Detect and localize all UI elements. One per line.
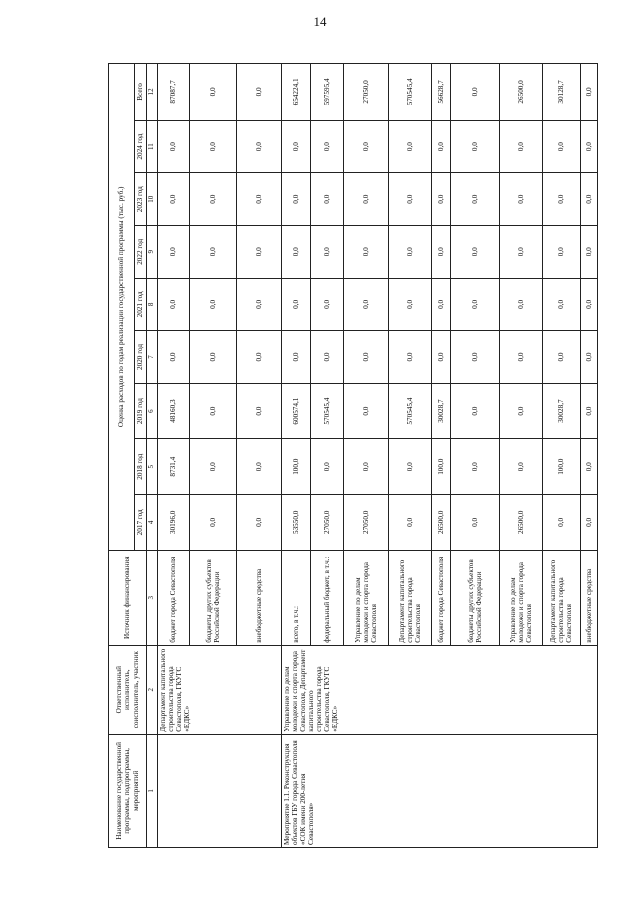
year-value: 100,0	[281, 439, 311, 495]
year-value: 0,0	[344, 278, 389, 331]
year-value: 0,0	[450, 225, 499, 278]
total-value: 30128,7	[542, 64, 580, 121]
year-value: 0,0	[236, 173, 281, 226]
year-value: 0,0	[189, 383, 236, 439]
column-number: 7	[147, 331, 158, 384]
year-value: 0,0	[281, 173, 311, 226]
funding-source: Управление по делам молодежи и спорта города Севастополя	[344, 550, 389, 645]
year-value: 0,0	[499, 331, 542, 384]
year-value: 0,0	[281, 278, 311, 331]
year-value: 0,0	[158, 120, 190, 173]
year-value: 0,0	[158, 331, 190, 384]
header-source: Источник финансирования	[109, 550, 147, 645]
year-value: 0,0	[580, 495, 597, 551]
year-value: 0,0	[499, 225, 542, 278]
year-value: 0,0	[450, 173, 499, 226]
executor-cell-blank	[344, 645, 598, 734]
header-year: 2021 год	[135, 278, 147, 331]
column-number: 10	[147, 173, 158, 226]
year-value: 0,0	[189, 439, 236, 495]
header-name: Наименование государственной программы, подпрограммы, мероприятий	[109, 734, 147, 847]
year-value: 0,0	[542, 120, 580, 173]
year-value: 0,0	[450, 120, 499, 173]
year-value: 0,0	[542, 225, 580, 278]
year-value: 0,0	[344, 439, 389, 495]
year-value: 26500,0	[499, 495, 542, 551]
column-number: 2	[147, 645, 158, 734]
year-value: 0,0	[311, 331, 344, 384]
year-value: 0,0	[236, 495, 281, 551]
year-value: 27050,0	[311, 495, 344, 551]
header-year: 2024 год	[135, 120, 147, 173]
year-value: 0,0	[189, 225, 236, 278]
year-value: 0,0	[189, 173, 236, 226]
year-value: 0,0	[189, 495, 236, 551]
year-value: 0,0	[499, 439, 542, 495]
table-row	[158, 64, 190, 848]
year-value: 27050,0	[344, 495, 389, 551]
year-value: 0,0	[450, 439, 499, 495]
year-value: 0,0	[389, 495, 432, 551]
column-number: 12	[147, 64, 158, 121]
year-value: 0,0	[344, 225, 389, 278]
year-value: 0,0	[158, 278, 190, 331]
funding-source: Департамент капитального строительства города Севастополя	[389, 550, 432, 645]
year-value: 0,0	[281, 331, 311, 384]
column-number: 5	[147, 439, 158, 495]
year-value: 0,0	[389, 225, 432, 278]
executor-cell: Управление по делам молодежи и спорта города Севастополя, Департамент капитального строительства города Севастополя, ГКУГС «ЕДКС»	[281, 645, 344, 734]
page-number: 14	[313, 14, 327, 29]
total-value: 26500,0	[499, 64, 542, 121]
year-value: 0,0	[431, 331, 450, 384]
year-value: 0,0	[311, 120, 344, 173]
year-value: 0,0	[189, 278, 236, 331]
rotated-table-area	[108, 63, 598, 848]
year-value: 0,0	[236, 225, 281, 278]
year-value: 100,0	[542, 439, 580, 495]
year-value: 30028,7	[431, 383, 450, 439]
year-value: 0,0	[236, 278, 281, 331]
total-value: 27050,0	[344, 64, 389, 121]
year-value: 0,0	[389, 331, 432, 384]
budget-table	[108, 63, 598, 848]
column-number: 6	[147, 383, 158, 439]
year-value: 0,0	[542, 173, 580, 226]
year-value: 0,0	[281, 225, 311, 278]
total-value: 0,0	[450, 64, 499, 121]
year-value: 0,0	[281, 120, 311, 173]
year-value: 0,0	[236, 331, 281, 384]
total-value: 0,0	[189, 64, 236, 121]
total-value: 597595,4	[311, 64, 344, 121]
table-row	[281, 64, 311, 848]
year-value: 0,0	[236, 383, 281, 439]
total-value: 87087,7	[158, 64, 190, 121]
table-row	[344, 64, 389, 848]
activity-name-continued	[158, 734, 282, 847]
year-value: 0,0	[542, 331, 580, 384]
year-value: 0,0	[311, 278, 344, 331]
year-value: 0,0	[389, 120, 432, 173]
year-value: 0,0	[450, 383, 499, 439]
year-value: 100,0	[431, 439, 450, 495]
total-value: 0,0	[580, 64, 597, 121]
year-value: 48160,3	[158, 383, 190, 439]
year-value: 0,0	[431, 225, 450, 278]
total-value: 56628,7	[431, 64, 450, 121]
funding-source: бюджет города Севастополя	[431, 550, 450, 645]
column-number: 3	[147, 550, 158, 645]
funding-source: бюджеты других субъектов Российской Федерации	[189, 550, 236, 645]
year-value: 0,0	[542, 278, 580, 331]
year-value: 0,0	[344, 331, 389, 384]
year-value: 0,0	[499, 173, 542, 226]
table-body	[158, 64, 598, 848]
header-executor: Ответственный исполнитель, соисполнитель, участник	[109, 645, 147, 734]
year-value: 0,0	[450, 331, 499, 384]
year-value: 0,0	[236, 439, 281, 495]
table-rotator	[108, 63, 598, 848]
header-year: 2022 год	[135, 225, 147, 278]
funding-source: Управление по делам молодежи и спорта города Севастополя	[499, 550, 542, 645]
funding-source: бюджет города Севастополя	[158, 550, 190, 645]
column-number: 9	[147, 225, 158, 278]
year-value: 26500,0	[431, 495, 450, 551]
header-year: 2017 год	[135, 495, 147, 551]
year-value: 0,0	[344, 383, 389, 439]
year-value: 0,0	[580, 173, 597, 226]
header-year: 2019 год	[135, 383, 147, 439]
year-value: 0,0	[580, 439, 597, 495]
total-value: 0,0	[236, 64, 281, 121]
year-value: 0,0	[158, 225, 190, 278]
year-value: 0,0	[580, 383, 597, 439]
column-number: 1	[147, 734, 158, 847]
year-value: 0,0	[311, 173, 344, 226]
year-value: 0,0	[311, 439, 344, 495]
total-value: 654224,1	[281, 64, 311, 121]
funding-source: федеральный бюджет, в т.ч.:	[311, 550, 344, 645]
header-year: 2020 год	[135, 331, 147, 384]
header-group: Оценка расходов по годам реализации государственной программы (тыс. руб.)	[109, 64, 135, 551]
total-value: 570545,4	[389, 64, 432, 121]
year-value: 0,0	[499, 383, 542, 439]
year-value: 0,0	[344, 120, 389, 173]
funding-source: бюджеты других субъектов Российской Федерации	[450, 550, 499, 645]
column-number: 4	[147, 495, 158, 551]
year-value: 0,0	[236, 120, 281, 173]
funding-source: внебюджетные средства	[236, 550, 281, 645]
year-value: 0,0	[450, 278, 499, 331]
header-total: Всего	[135, 64, 147, 121]
year-value: 0,0	[580, 278, 597, 331]
activity-name: Мероприятие 1.1. Реконструкция объектов ГБУ города Севастополя «СОК имени 200-летия Севастополя»	[281, 734, 597, 847]
year-value: 600574,1	[281, 383, 311, 439]
year-value: 0,0	[431, 278, 450, 331]
header-year: 2023 год	[135, 173, 147, 226]
year-value: 0,0	[311, 225, 344, 278]
year-value: 0,0	[542, 495, 580, 551]
year-value: 570545,4	[389, 383, 432, 439]
funding-source: всего, в т.ч.:	[281, 550, 311, 645]
column-number: 11	[147, 120, 158, 173]
year-value: 0,0	[499, 120, 542, 173]
year-value: 0,0	[499, 278, 542, 331]
year-value: 0,0	[158, 173, 190, 226]
year-value: 0,0	[389, 173, 432, 226]
year-value: 0,0	[580, 331, 597, 384]
year-value: 0,0	[580, 225, 597, 278]
year-value: 30196,0	[158, 495, 190, 551]
year-value: 0,0	[431, 173, 450, 226]
funding-source: внебюджетные средства	[580, 550, 597, 645]
year-value: 0,0	[189, 120, 236, 173]
year-value: 53550,0	[281, 495, 311, 551]
year-value: 0,0	[580, 120, 597, 173]
year-value: 0,0	[450, 495, 499, 551]
year-value: 30028,7	[542, 383, 580, 439]
executor-cell: Департамент капитального строительства города Севастополя, ГКУГС «ЕДКС»	[158, 645, 282, 734]
year-value: 0,0	[344, 173, 389, 226]
year-value: 8731,4	[158, 439, 190, 495]
funding-source: Департамент капитального строительства города Севастополя	[542, 550, 580, 645]
year-value: 0,0	[431, 120, 450, 173]
header-year: 2018 год	[135, 439, 147, 495]
year-value: 570545,4	[311, 383, 344, 439]
year-value: 0,0	[389, 439, 432, 495]
year-value: 0,0	[389, 278, 432, 331]
year-value: 0,0	[189, 331, 236, 384]
column-number: 8	[147, 278, 158, 331]
